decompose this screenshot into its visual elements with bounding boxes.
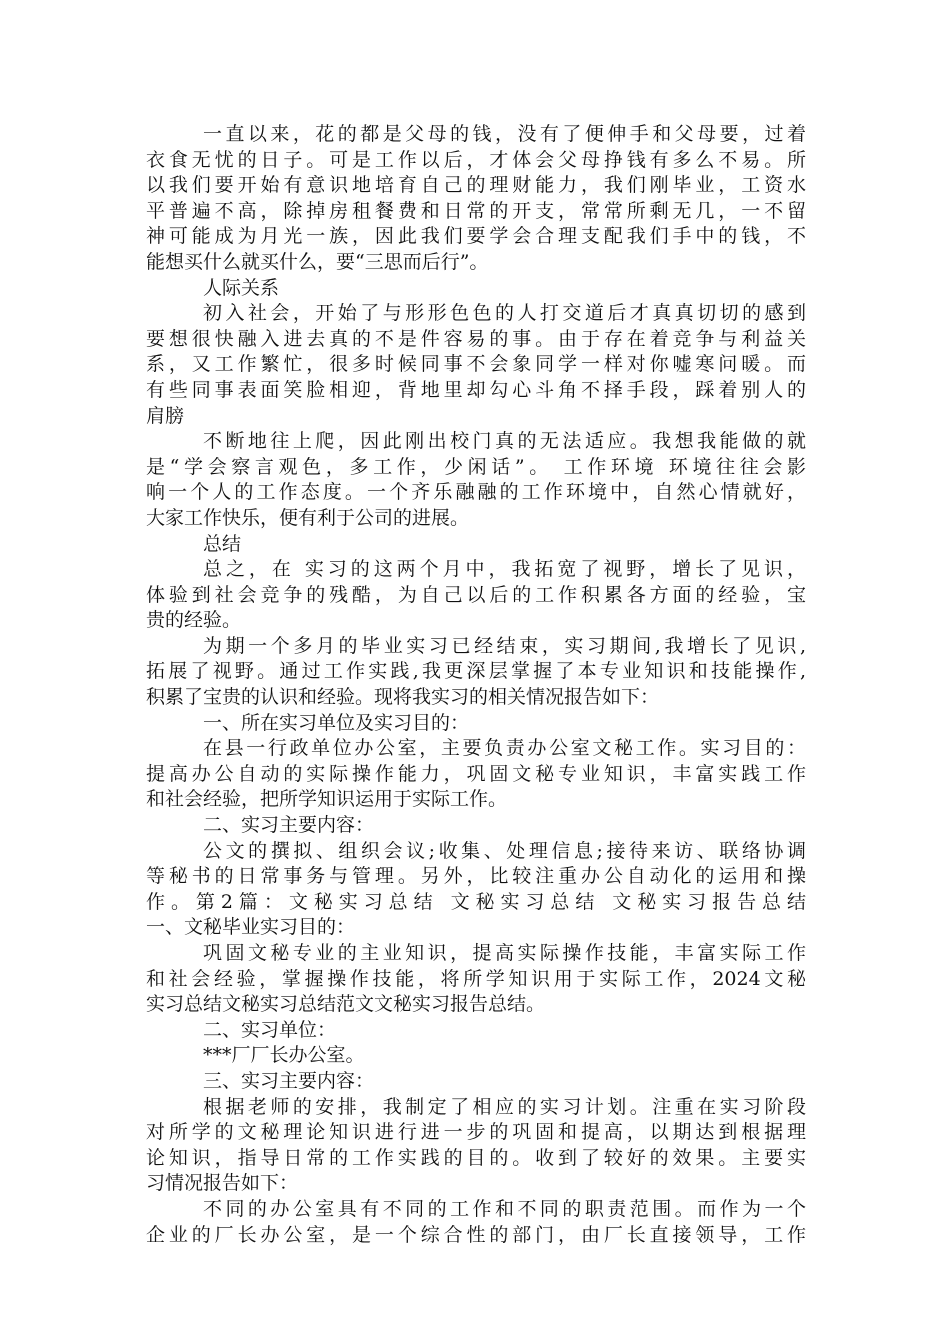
- text-line: 和社会经验，把所学知识运用于实际工作。: [146, 788, 508, 811]
- text-line: 等秘书的日常事务与管理。另外，比较注重办公自动化的运用和操: [146, 865, 806, 888]
- text-line: 和社会经验，掌握操作技能，将所学知识用于实际工作，2024文秘: [146, 967, 806, 990]
- text-line: 拓展了视野。通过工作实践,我更深层掌握了本专业知识和技能操作,: [146, 660, 806, 683]
- text-line: ***厂厂长办公室。: [203, 1044, 365, 1067]
- text-line: 是“学会察言观色，多工作，少闲话”。 工作环境 环境往往会影: [146, 455, 806, 478]
- text-line: 一、文秘毕业实习目的：: [146, 916, 356, 939]
- text-line: 总之，在 实习的这两个月中，我拓宽了视野，增长了见识，: [203, 558, 806, 581]
- text-line: 以我们要开始有意识地培育自己的理财能力，我们刚毕业，工资水: [146, 174, 806, 197]
- text-line: 大家工作快乐，便有利于公司的进展。: [146, 506, 470, 529]
- text-line: 企业的厂长办公室，是一个综合性的部门，由厂长直接领导，工作: [146, 1223, 806, 1246]
- text-line: 二、实习主要内容：: [203, 814, 375, 837]
- text-line: 不断地往上爬，因此刚出校门真的无法适应。我想我能做的就: [203, 430, 806, 453]
- text-line: 为期一个多月的毕业实习已经结束，实习期间,我增长了见识,: [203, 634, 806, 657]
- text-line: 实习总结文秘实习总结范文文秘实习报告总结。: [146, 993, 546, 1016]
- text-line: 体验到社会竞争的残酷，为自己以后的工作积累各方面的经验，宝: [146, 583, 806, 606]
- text-line: 在县一行政单位办公室，主要负责办公室文秘工作。实习目的：: [203, 737, 806, 760]
- text-line: 系，又工作繁忙，很多时候同事不会象同学一样对你嘘寒问暖。而: [146, 353, 806, 376]
- text-line: 作。第2篇：文秘实习总结 文秘实习总结 文秘实习报告总结: [146, 890, 806, 913]
- text-line: 三、实习主要内容：: [203, 1069, 375, 1092]
- text-line: 初入社会，开始了与形形色色的人打交道后才真真切切的感到: [203, 302, 806, 325]
- text-line: 衣食无忧的日子。可是工作以后，才体会父母挣钱有多么不易。所: [146, 148, 806, 171]
- text-line: 不同的办公室具有不同的工作和不同的职责范围。而作为一个: [203, 1197, 806, 1220]
- text-line: 巩固文秘专业的主业知识，提高实际操作技能，丰富实际工作: [203, 942, 806, 964]
- text-line: 对所学的文秘理论知识进行进一步的巩固和提高，以期达到根据理: [146, 1121, 806, 1144]
- text-line: 公文的撰拟、组织会议;收集、处理信息;接待来访、联络协调: [203, 839, 806, 862]
- text-line: 二、实习单位：: [203, 1018, 337, 1041]
- text-line: 平普遍不高，除掉房租餐费和日常的开支，常常所剩无几，一不留: [146, 199, 806, 222]
- text-line: 能想买什么就买什么，要“三思而后行”。: [146, 250, 489, 273]
- text-line: 响一个人的工作态度。一个齐乐融融的工作环境中，自然心情就好，: [146, 481, 806, 504]
- text-line: 要想很快融入进去真的不是件容易的事。由于存在着竞争与利益关: [146, 327, 806, 350]
- text-line: 一直以来，花的都是父母的钱，没有了便伸手和父母要，过着: [203, 123, 806, 145]
- document-body: [146, 122, 806, 1248]
- text-line: 积累了宝贵的认识和经验。现将我实习的相关情况报告如下：: [146, 686, 660, 709]
- text-line: 肩膀: [146, 404, 185, 427]
- text-line: 贵的经验。: [146, 609, 242, 632]
- text-line: 习情况报告如下：: [146, 1172, 299, 1195]
- text-line: 根据老师的安排，我制定了相应的实习计划。注重在实习阶段: [203, 1095, 806, 1118]
- text-line: 总结: [203, 532, 242, 555]
- text-line: 一、所在实习单位及实习目的：: [203, 711, 470, 734]
- text-line: 人际关系: [203, 276, 280, 299]
- text-line: 有些同事表面笑脸相迎，背地里却勾心斗角不择手段，踩着别人的: [146, 378, 806, 401]
- text-line: 论知识，指导日常的工作实践的目的。收到了较好的效果。主要实: [146, 1146, 806, 1169]
- text-line: 提高办公自动的实际操作能力，巩固文秘专业知识，丰富实践工作: [146, 762, 806, 785]
- text-line: 神可能成为月光一族，因此我们要学会合理支配我们手中的钱，不: [146, 225, 806, 248]
